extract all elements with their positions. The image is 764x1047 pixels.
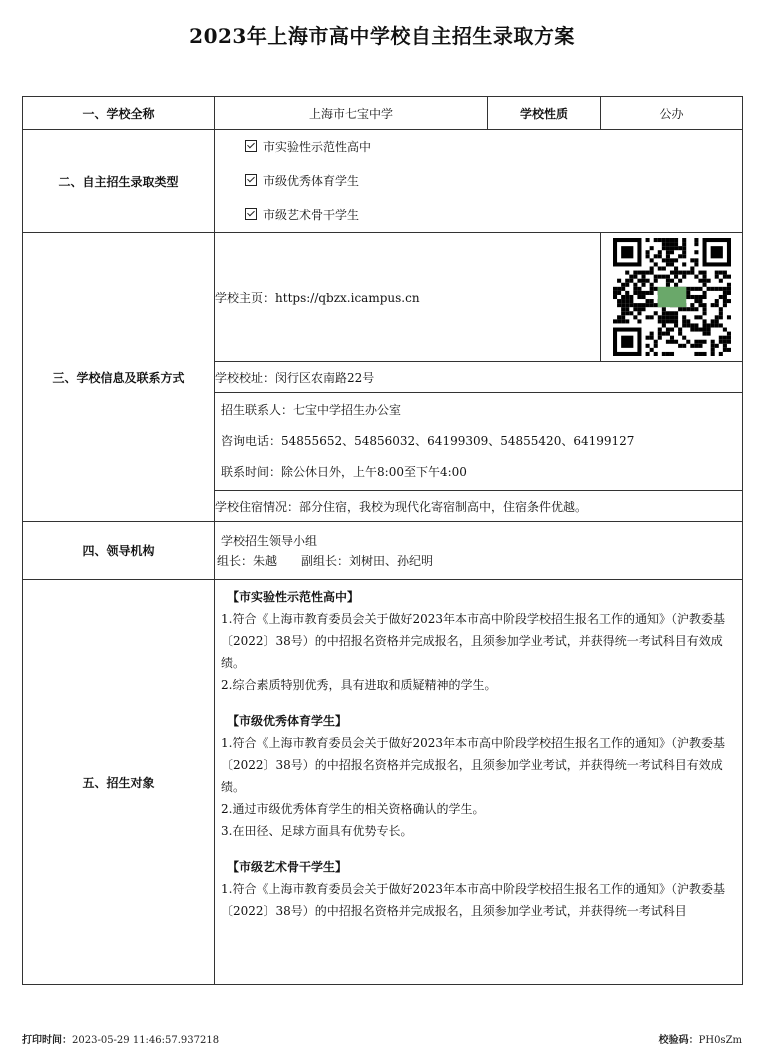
school-name: 上海市七宝中学 (215, 97, 488, 130)
targets-content (215, 580, 742, 922)
target-section: 【市级艺术骨干学生】 1.符合《上海市教育委员会关于做好2023年本市高中阶段学校招生报名工作的通知》（沪教委基〔2022〕38号）的中招报名资格并完成报名，且须参加学业考试，并获得统一考试科目 (221, 860, 725, 918)
school-type: 公办 (601, 97, 743, 130)
admission-type-item: 市实验性示范性高中 (215, 130, 742, 164)
qr-code-icon (613, 238, 731, 356)
admission-type-item: 市级优秀体育学生 (215, 164, 742, 198)
targets-cell (215, 580, 743, 985)
dorm-cell: 学校住宿情况：部分住宿，我校为现代化寄宿制高中，住宿条件优越。 (215, 491, 743, 522)
row-targets (23, 580, 743, 985)
checkbox-checked-icon (245, 174, 257, 186)
phone-line: 咨询电话：54855652、54856032、64199309、54855420、64199127 (221, 434, 635, 448)
target-section: 【市实验性示范性高中】 1.符合《上海市教育委员会关于做好2023年本市高中阶段学校招生报名工作的通知》（沪教委基〔2022〕38号）的中招报名资格并完成报名，且须参加学业考试，并获得统一考试科目有效成绩。 2.综合素质特别优秀，具有进取和质疑精神的学生。 (221, 590, 725, 692)
checkbox-checked-icon (245, 140, 257, 152)
admission-types-cell (215, 130, 743, 233)
school-type-label: 学校性质 (488, 97, 601, 130)
admission-table (22, 96, 743, 985)
leadership-cell (215, 522, 743, 580)
dorm: 部分住宿，我校为现代化寄宿制高中，住宿条件优越。 (299, 499, 588, 514)
homepage-link[interactable]: https://qbzx.icampus.cn (275, 290, 420, 305)
page-title: 2023年上海市高中学校自主招生录取方案 (189, 24, 575, 48)
row-homepage (23, 233, 743, 362)
contact-cell (215, 393, 743, 491)
targets-label: 五、招生对象 (23, 580, 215, 985)
qr-code-cell (601, 233, 743, 362)
hours-line: 联系时间：除公休日外，上午8:00至下午4:00 (221, 465, 467, 479)
contact-line: 招生联系人：七宝中学招生办公室 (221, 403, 402, 417)
row-leadership (23, 522, 743, 580)
info-label: 三、学校信息及联系方式 (23, 233, 215, 522)
leadership-group: 学校招生领导小组 (221, 533, 318, 548)
address-cell: 学校校址：闵行区农南路22号 (215, 362, 743, 393)
leadership-members: 组长：朱越 副组长：刘树田、孙纪明 (217, 553, 434, 568)
row-school-name (23, 97, 743, 130)
leadership-label: 四、领导机构 (23, 522, 215, 580)
print-time: 打印时间：2023-05-29 11:46:57.937218 (22, 1035, 220, 1046)
admission-type-item: 市级艺术骨干学生 (215, 198, 742, 232)
homepage-cell: 学校主页：https://qbzx.icampus.cn (215, 233, 601, 362)
row-admission-types (23, 130, 743, 233)
address: 闵行区农南路22号 (275, 370, 375, 385)
admission-types-label: 二、自主招生录取类型 (23, 130, 215, 233)
verify-code: 校验码：PH0sZm (658, 1035, 742, 1046)
checkbox-checked-icon (245, 208, 257, 220)
target-section: 【市级优秀体育学生】 1.符合《上海市教育委员会关于做好2023年本市高中阶段学校招生报名工作的通知》（沪教委基〔2022〕38号）的中招报名资格并完成报名，且须参加学业考试，并获得统一考试科目有效成绩。 2.通过市级优秀体育学生的相关资格确认的学生。 3.在田径、足球方面具有优势专长。 (221, 714, 725, 838)
school-name-label: 一、学校全称 (23, 97, 215, 130)
